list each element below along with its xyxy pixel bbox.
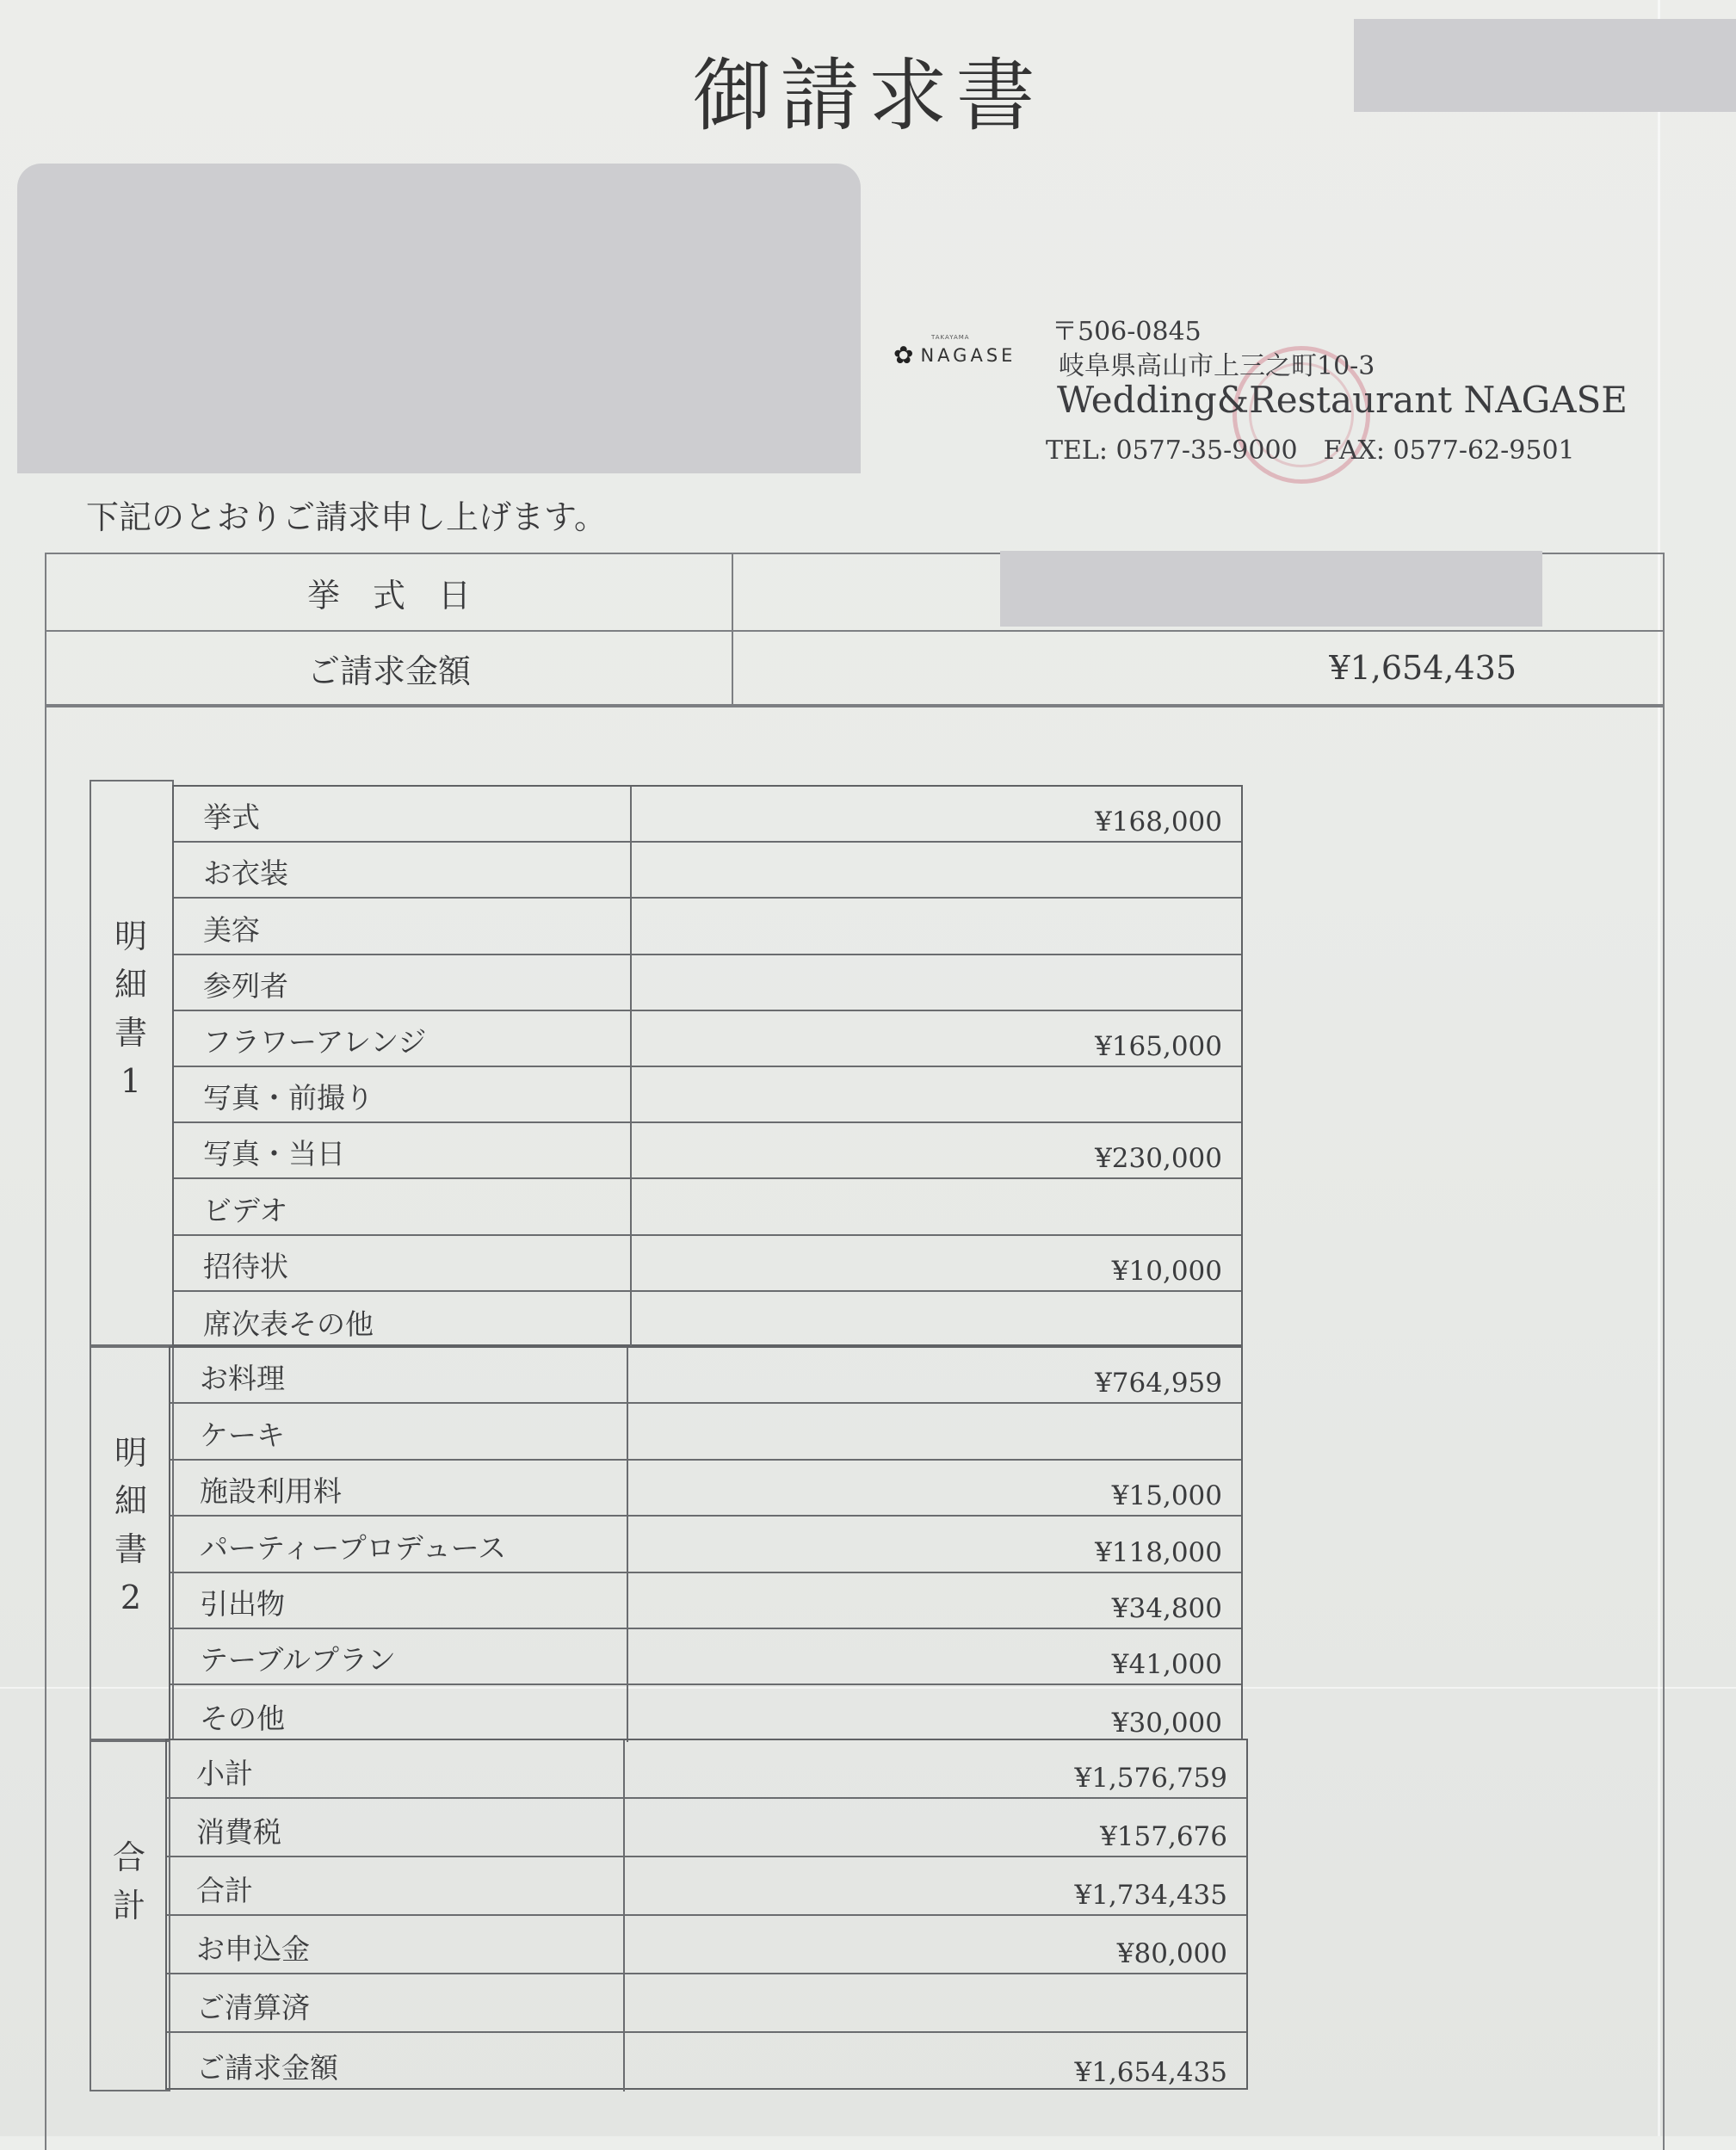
column-divider bbox=[627, 1348, 628, 1402]
ceremony-date-label: 挙 式 日 bbox=[46, 554, 733, 630]
column-divider bbox=[630, 1067, 632, 1121]
detail-item-amount: ¥118,000 bbox=[1095, 1536, 1222, 1568]
summary-table bbox=[45, 553, 1665, 707]
column-divider bbox=[623, 1974, 625, 2031]
detail-table bbox=[172, 785, 1243, 1346]
detail-item-label: ケーキ bbox=[200, 1418, 285, 1452]
detail-row bbox=[174, 1179, 1241, 1235]
ceremony-date-row bbox=[46, 554, 1663, 632]
detail-group-label: 合 計 bbox=[112, 1838, 145, 1924]
issuer-postal: 〒506-0845 bbox=[1052, 317, 1202, 347]
detail-item-label: 写真・当日 bbox=[203, 1137, 345, 1171]
detail-item-label: 美容 bbox=[203, 912, 260, 947]
detail-row bbox=[174, 787, 1241, 843]
detail-item-amount: ¥168,000 bbox=[1095, 806, 1222, 838]
ceremony-date-value bbox=[733, 554, 1663, 630]
column-divider bbox=[630, 899, 632, 953]
detail-item-label: ご清算済 bbox=[196, 1991, 310, 2024]
detail-row bbox=[170, 1573, 1241, 1629]
detail-item-label: お申込金 bbox=[196, 1932, 310, 1966]
detail-item-amount: ¥764,959 bbox=[1095, 1368, 1222, 1399]
document-title: 御請求書 bbox=[692, 50, 1044, 142]
detail-item-amount: ¥34,800 bbox=[1111, 1592, 1222, 1624]
detail-item-amount: ¥41,000 bbox=[1111, 1649, 1222, 1681]
billing-amount-row bbox=[46, 630, 1663, 706]
detail-item-label: 合計 bbox=[196, 1874, 253, 1907]
detail-item-label: ビデオ bbox=[203, 1193, 288, 1227]
detail-item-label: パーティープロデュース bbox=[200, 1530, 507, 1565]
column-divider bbox=[623, 1740, 625, 1797]
column-divider bbox=[630, 1292, 632, 1348]
detail-row bbox=[174, 1011, 1241, 1067]
detail-row bbox=[174, 1123, 1241, 1179]
flower-icon: ✿ bbox=[893, 341, 914, 369]
detail-item-label: ご請求金額 bbox=[196, 2051, 338, 2085]
issuer-address: 岐阜県高山市上三之町10-3 bbox=[1059, 351, 1375, 381]
detail-item-amount: ¥1,654,435 bbox=[1074, 2057, 1227, 2088]
column-divider bbox=[623, 1857, 625, 1914]
detail-row bbox=[170, 1404, 1241, 1460]
detail-table bbox=[165, 1739, 1248, 2090]
column-divider bbox=[627, 1404, 628, 1458]
detail-row bbox=[174, 1292, 1241, 1348]
billing-amount-label: ご請求金額 bbox=[46, 630, 733, 706]
logo-small-text: TAKAYAMA bbox=[931, 334, 970, 341]
detail-row bbox=[167, 2033, 1246, 2091]
column-divider bbox=[630, 787, 632, 841]
column-divider bbox=[627, 1629, 628, 1684]
detail-item-label: 招待状 bbox=[203, 1249, 288, 1283]
detail-item-label: お衣装 bbox=[203, 856, 288, 891]
column-divider bbox=[630, 1179, 632, 1233]
detail-item-label: テーブルプラン bbox=[200, 1643, 397, 1677]
column-divider bbox=[623, 1799, 625, 1856]
column-divider bbox=[623, 1916, 625, 1973]
issuer-phone: TEL: 0577-35-9000 FAX: 0577-62-9501 bbox=[1046, 436, 1575, 466]
detail-item-label: 参列者 bbox=[203, 968, 288, 1003]
detail-row bbox=[170, 1461, 1241, 1517]
redacted-block bbox=[1354, 19, 1736, 112]
detail-row bbox=[170, 1517, 1241, 1572]
detail-group-label: 明 細 書 2 bbox=[114, 1434, 147, 1616]
detail-item-label: お料理 bbox=[200, 1362, 285, 1396]
detail-item-label: 小計 bbox=[196, 1757, 253, 1790]
column-divider bbox=[627, 1573, 628, 1628]
column-divider bbox=[630, 1011, 632, 1066]
detail-item-label: 消費税 bbox=[196, 1815, 281, 1849]
detail-row bbox=[170, 1685, 1241, 1741]
redacted-date bbox=[1000, 551, 1542, 627]
column-divider bbox=[630, 955, 632, 1010]
detail-item-amount: ¥165,000 bbox=[1095, 1030, 1222, 1062]
column-divider bbox=[627, 1461, 628, 1515]
issuer-name: Wedding&Restaurant NAGASE bbox=[1057, 379, 1628, 421]
column-divider bbox=[627, 1685, 628, 1741]
logo-brand: NAGASE bbox=[920, 344, 1016, 366]
detail-row bbox=[167, 1740, 1246, 1799]
detail-item-label: 挙式 bbox=[203, 800, 260, 835]
detail-row bbox=[174, 899, 1241, 955]
billing-amount-value: ¥1,654,435 bbox=[1329, 649, 1517, 687]
detail-item-label: 施設利用料 bbox=[200, 1474, 342, 1509]
detail-item-amount: ¥157,676 bbox=[1100, 1821, 1227, 1852]
detail-item-amount: ¥1,734,435 bbox=[1074, 1880, 1227, 1911]
detail-item-amount: ¥230,000 bbox=[1095, 1143, 1222, 1175]
detail-row bbox=[167, 1857, 1246, 1916]
detail-row bbox=[174, 955, 1241, 1011]
detail-item-label: 写真・前撮り bbox=[203, 1081, 374, 1115]
detail-row bbox=[170, 1629, 1241, 1685]
intro-text: 下記のとおりご請求申し上げます。 bbox=[86, 498, 607, 536]
detail-table bbox=[169, 1346, 1243, 1740]
detail-item-amount: ¥30,000 bbox=[1111, 1707, 1222, 1739]
detail-row bbox=[167, 1799, 1246, 1857]
detail-item-label: 引出物 bbox=[200, 1586, 285, 1621]
column-divider bbox=[623, 2033, 625, 2091]
detail-item-label: 席次表その他 bbox=[203, 1307, 374, 1341]
detail-row bbox=[174, 1236, 1241, 1292]
redacted-recipient bbox=[17, 164, 861, 473]
detail-item-amount: ¥1,576,759 bbox=[1074, 1763, 1227, 1794]
detail-row bbox=[174, 843, 1241, 899]
detail-item-amount: ¥15,000 bbox=[1111, 1480, 1222, 1512]
detail-item-label: その他 bbox=[200, 1701, 285, 1735]
column-divider bbox=[630, 1236, 632, 1290]
column-divider bbox=[627, 1517, 628, 1571]
detail-item-amount: ¥80,000 bbox=[1116, 1938, 1227, 1969]
company-logo bbox=[893, 334, 1040, 386]
detail-row bbox=[167, 1974, 1246, 2033]
detail-row bbox=[174, 1067, 1241, 1123]
detail-group-label: 明 細 書 1 bbox=[114, 917, 147, 1100]
column-divider bbox=[630, 1123, 632, 1177]
detail-row bbox=[170, 1348, 1241, 1404]
detail-row bbox=[167, 1916, 1246, 1974]
detail-item-label: フラワーアレンジ bbox=[203, 1024, 427, 1059]
detail-item-amount: ¥10,000 bbox=[1111, 1255, 1222, 1287]
column-divider bbox=[630, 843, 632, 897]
